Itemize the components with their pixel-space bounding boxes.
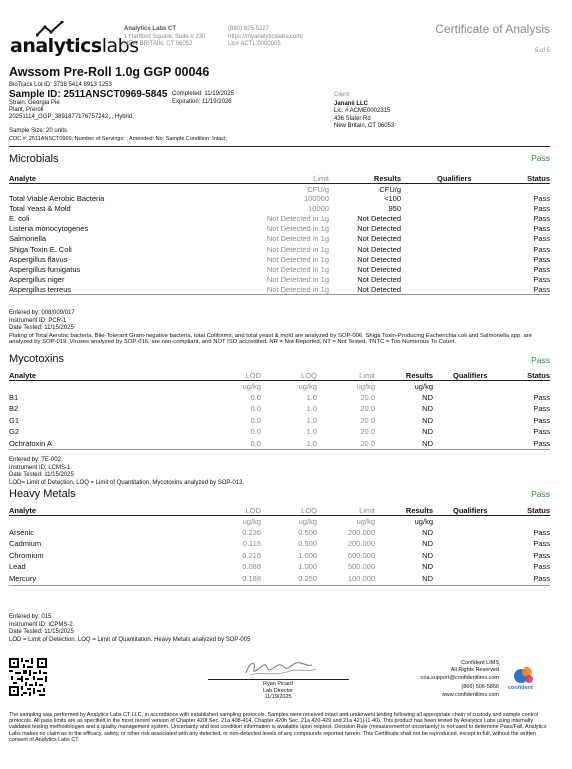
status-value: Pass bbox=[533, 427, 550, 437]
result-value: ND bbox=[422, 539, 433, 549]
col-results: Results bbox=[405, 371, 433, 380]
col-status: Status bbox=[527, 174, 550, 183]
loq-value: 1.000 bbox=[298, 562, 317, 572]
limit-value: 20.0 bbox=[360, 393, 375, 402]
biotrack-lot: BioTrack Lot ID: 3738 5414 8913 1253 bbox=[9, 82, 112, 88]
loq-value: 1.000 bbox=[298, 550, 317, 560]
microbials-notes bbox=[9, 310, 550, 346]
col-loq: LOQ bbox=[301, 371, 317, 380]
table-row bbox=[9, 404, 550, 414]
analyte-name: Mercury bbox=[9, 573, 37, 583]
table-row bbox=[9, 551, 550, 561]
col-results: Results bbox=[373, 174, 401, 183]
analyte-name: Ochratoxin A bbox=[9, 438, 52, 448]
table-row bbox=[9, 234, 550, 244]
status-value: Pass bbox=[533, 404, 550, 414]
mycotoxins-status: Pass bbox=[531, 355, 550, 365]
limit-value: 20.0 bbox=[360, 404, 375, 414]
status-value: Pass bbox=[533, 528, 550, 537]
instrument-id: Instrument ID: LCMS-1 bbox=[9, 464, 71, 471]
analyte-name: Aspergillus terreus bbox=[9, 284, 72, 294]
logo-text-labs: labs bbox=[101, 35, 139, 57]
divider bbox=[9, 449, 550, 450]
unit-results: ug/kg bbox=[414, 382, 433, 391]
col-analyte: Analyte bbox=[9, 506, 37, 515]
col-qualifiers: Qualifiers bbox=[453, 371, 488, 380]
status-value: Pass bbox=[533, 573, 550, 583]
col-limit: Limit bbox=[313, 174, 329, 183]
mycotoxins-notes bbox=[9, 457, 244, 487]
signer-role: Lab Director bbox=[263, 687, 293, 694]
analyte-name: Total Yeast & Mold bbox=[9, 204, 71, 214]
result-value: Not Detected bbox=[357, 264, 401, 274]
status-value: Pass bbox=[533, 550, 550, 560]
signature-line bbox=[208, 679, 349, 680]
col-analyte: Analyte bbox=[9, 174, 37, 183]
lod-value: 0.088 bbox=[242, 562, 261, 572]
analyte-name: Total Viable Aerobic Bacteria bbox=[9, 194, 105, 203]
analyte-name: Arsenic bbox=[9, 528, 35, 537]
page-number: 5 of 5 bbox=[534, 48, 550, 54]
limit-value: 600.000 bbox=[347, 550, 375, 560]
analyte-name: G1 bbox=[9, 415, 20, 425]
signature-image bbox=[240, 657, 320, 681]
expiration-date: Expiration: 11/19/2026 bbox=[172, 99, 232, 105]
col-lod: LOD bbox=[245, 371, 261, 380]
result-value: Not Detected bbox=[357, 274, 401, 284]
divider bbox=[9, 183, 550, 184]
entered-by: Entered by: 015 bbox=[9, 614, 52, 620]
limit-value: 100000 bbox=[303, 194, 329, 203]
date-tested: Date Tested: 11/15/2025 bbox=[9, 325, 74, 331]
lab-phone: (860) 925-5227 bbox=[228, 26, 270, 32]
signature-date: 11/19/2025 bbox=[264, 694, 292, 700]
date-tested: Date Tested: 11/15/2025 bbox=[9, 629, 74, 635]
batch-info: 20251114_GGP_3891877176757242, , Hybrid, bbox=[9, 114, 134, 120]
result-value: ND bbox=[422, 562, 433, 572]
lab-url[interactable]: https://myanalyticslabs.com/ bbox=[228, 33, 304, 40]
limit-value: 20.0 bbox=[360, 415, 375, 425]
limit-value: Not Detected in 1g bbox=[266, 214, 329, 224]
col-analyte: Analyte bbox=[9, 371, 37, 380]
client-label: Client bbox=[334, 92, 350, 98]
table-row bbox=[9, 224, 550, 234]
confident-brand: confident bbox=[508, 685, 533, 691]
lod-value: 0.216 bbox=[242, 550, 261, 560]
analyte-name: B1 bbox=[9, 393, 19, 402]
confident-phone: (866) 506-5866 bbox=[461, 683, 499, 690]
table-row bbox=[9, 427, 550, 437]
unit-lod: ug/kg bbox=[242, 382, 261, 391]
client-addr2: New Britain, CT 06053 bbox=[334, 123, 395, 129]
date-tested: Date Tested: 11/15/2025 bbox=[9, 472, 74, 478]
limit-value: 200.000 bbox=[347, 528, 375, 537]
unit-lod: ug/kg bbox=[242, 517, 261, 526]
unit-limit: CFU/g bbox=[307, 185, 329, 194]
col-limit: Limit bbox=[359, 371, 375, 380]
lab-license: Lic# ACTL.0000005 bbox=[228, 41, 281, 47]
result-value: Not Detected bbox=[357, 214, 401, 224]
method-note: Plating of Total Aerobic bacteria, Bile-Tolerant Gram-negative bacteria, total Coliforms, and total yeast & mold are analyzed by SOP-006. Shiga Toxin-Producing Escherichia coli and Salmonella spp. are analyzed by SOP-019. Viruses analyzed by SOP-016, are non-compliant, and NOT ISO accredited. NR = Not Reported, NT = Not Tested, TNTC = Too Numerous To Count. bbox=[9, 332, 533, 345]
document-title: Certificate of Analysis bbox=[435, 22, 550, 36]
logo-text-analytics: analytics bbox=[10, 35, 102, 57]
sample-id: Sample ID: 2511ANSCT0969-5845 bbox=[9, 89, 168, 100]
col-status: Status bbox=[527, 506, 550, 515]
product-name: Awssom Pre-Roll 1.0g GGP 00046 bbox=[9, 65, 210, 79]
analyte-name: Shiga Toxin E. Coli bbox=[9, 244, 72, 254]
status-value: Pass bbox=[533, 393, 550, 402]
lod-value: 0.0 bbox=[250, 438, 261, 448]
col-limit: Limit bbox=[359, 506, 375, 515]
result-value: <100 bbox=[384, 194, 401, 203]
result-value: Not Detected bbox=[357, 254, 401, 264]
result-value: Not Detected bbox=[357, 224, 401, 234]
status-value: Pass bbox=[533, 438, 550, 448]
client-addr1: 436 Slater Rd bbox=[334, 115, 371, 122]
limit-value: Not Detected in 1g bbox=[266, 274, 329, 284]
table-row bbox=[9, 416, 550, 426]
metals-status: Pass bbox=[531, 489, 550, 499]
result-value: 950 bbox=[388, 204, 401, 214]
sample-type: Plant, Preroll bbox=[9, 107, 44, 113]
result-value: ND bbox=[422, 404, 433, 414]
confident-rights: All Rights Reserved bbox=[450, 666, 499, 673]
result-value: ND bbox=[422, 438, 433, 448]
completed-date: Completed: 11/19/2025 bbox=[172, 91, 234, 97]
metals-notes bbox=[9, 614, 250, 644]
unit-limit: ug/kg bbox=[356, 517, 375, 526]
lab-name: Analytics Labs CT bbox=[124, 26, 177, 32]
lab-addr2: NEW BRITAIN, CT 06052 bbox=[124, 41, 193, 47]
signer-block bbox=[228, 681, 328, 701]
table-row bbox=[9, 245, 550, 255]
analyte-name: Chromium bbox=[9, 550, 44, 560]
status-value: Pass bbox=[533, 562, 550, 572]
result-value: ND bbox=[422, 393, 433, 402]
loq-value: 0.500 bbox=[298, 539, 317, 549]
metals-title: Heavy Metals bbox=[9, 488, 76, 500]
divider bbox=[9, 515, 550, 516]
mycotoxins-title: Mycotoxins bbox=[9, 353, 65, 365]
limit-value: 100.000 bbox=[347, 573, 375, 583]
status-value: Pass bbox=[533, 274, 550, 284]
divider bbox=[9, 585, 550, 586]
signer-name: Ryan Picard bbox=[263, 681, 293, 687]
loq-value: 1.0 bbox=[306, 415, 317, 425]
limit-value: Not Detected in 1g bbox=[266, 284, 329, 294]
analyte-name: Cadmium bbox=[9, 539, 42, 549]
table-row bbox=[9, 574, 550, 584]
status-value: Pass bbox=[533, 194, 550, 203]
client-name: Jananii LLC bbox=[334, 100, 369, 107]
limit-value: Not Detected in 1g bbox=[266, 224, 329, 234]
limit-value: 10000 bbox=[308, 204, 329, 214]
lab-address bbox=[124, 26, 205, 49]
status-value: Pass bbox=[533, 244, 550, 254]
lod-value: 0.188 bbox=[242, 573, 261, 583]
table-row bbox=[9, 275, 550, 285]
microbials-status: Pass bbox=[531, 153, 550, 163]
metals-units-row bbox=[9, 517, 550, 527]
col-results: Results bbox=[405, 506, 433, 515]
limit-value: Not Detected in 1g bbox=[266, 244, 329, 254]
col-status: Status bbox=[527, 371, 550, 380]
limit-value: Not Detected in 1g bbox=[266, 234, 329, 244]
loq-value: 1.0 bbox=[306, 427, 317, 437]
instrument-id: Instrument ID: PCR-1 bbox=[9, 317, 67, 324]
confident-logo-icon bbox=[513, 666, 535, 684]
status-value: Pass bbox=[533, 284, 550, 294]
method-note: LOD = Limit of Detection. LOQ = Limit of Quantitation. Heavy Metals analyzed by SOP-005 bbox=[9, 636, 251, 643]
analyte-name: Aspergillus niger bbox=[9, 274, 65, 284]
confident-email[interactable]: coa.support@confidentlims.com bbox=[420, 675, 499, 681]
company-logo bbox=[10, 21, 139, 61]
status-value: Pass bbox=[533, 214, 550, 224]
table-row bbox=[9, 214, 550, 224]
result-value: ND bbox=[422, 415, 433, 425]
client-block bbox=[334, 92, 394, 131]
confident-website[interactable]: www.confidentlims.com bbox=[441, 692, 499, 698]
unit-loq: ug/kg bbox=[298, 517, 317, 526]
footer-disclaimer: The sampling was performed by Analytics Labs CT LLC, in accordance with established sampling protocols. Samples were received intact and underwent testing following all appropriate chain of custody and sample control protocols. All pass limits are as specified in the most recent version of Chapter 420f Sec. 21a 408-414, Chapter 420h Sec. 21a 420-429 and 21a 421j-(1-40). This product has been tested by Analytics Labs using internally validated testing methodologies and a quality management system. Uncertainty and test condition information is available upon request. Decision Rule (measurement of uncertainty) is not used to determine Pass/Fail. Analytics Labs makes no claim as to the efficacy, safety, or other risk associated with any detected, or non-detected levels of any compounds reported herein. This Certificate shall not be reproduced, except in full, without the written consent of Analytics Labs CT. bbox=[9, 712, 547, 743]
col-loq: LOQ bbox=[301, 506, 317, 515]
result-value: Not Detected bbox=[357, 244, 401, 254]
limit-value: 500.000 bbox=[347, 562, 375, 572]
status-value: Pass bbox=[533, 539, 550, 549]
confident-name: Confident LIMS bbox=[461, 660, 499, 666]
lod-value: 0.0 bbox=[250, 415, 261, 425]
analyte-name: Listeria monocytogenes bbox=[9, 224, 89, 234]
instrument-id: Instrument ID: ICPMS-2 bbox=[9, 621, 73, 628]
analyte-name: Aspergillus fumigatus bbox=[9, 264, 81, 274]
analyte-name: E. coli bbox=[9, 214, 30, 224]
lab-contact bbox=[228, 26, 303, 49]
divider bbox=[9, 380, 550, 381]
unit-results: ug/kg bbox=[414, 517, 433, 526]
qr-code-icon[interactable] bbox=[9, 658, 47, 696]
entered-by: Entered by: TE-002 bbox=[9, 457, 61, 463]
analyte-name: G2 bbox=[9, 427, 20, 437]
result-value: ND bbox=[422, 528, 433, 537]
status-value: Pass bbox=[533, 224, 550, 234]
status-value: Pass bbox=[533, 234, 550, 244]
status-value: Pass bbox=[533, 415, 550, 425]
limit-value: Not Detected in 1g bbox=[266, 254, 329, 264]
result-value: ND bbox=[422, 573, 433, 583]
unit-results: CFU/g bbox=[379, 185, 401, 194]
col-qualifiers: Qualifiers bbox=[437, 174, 472, 183]
loq-value: 0.500 bbox=[298, 528, 317, 537]
loq-value: 1.0 bbox=[306, 404, 317, 414]
table-row bbox=[9, 265, 550, 275]
method-note: LOD= Limit of Detection, LOQ = Limit of Quantitation, Mycotoxins analyzed by SOP-013. bbox=[9, 479, 245, 486]
mycotoxins-units-row bbox=[9, 382, 550, 392]
table-row bbox=[9, 204, 550, 214]
analyte-name: Salmonella bbox=[9, 234, 47, 244]
lod-value: 0.0 bbox=[250, 427, 261, 437]
divider bbox=[9, 146, 550, 147]
unit-loq: ug/kg bbox=[298, 382, 317, 391]
table-row bbox=[9, 255, 550, 265]
result-value: Not Detected bbox=[357, 234, 401, 244]
confident-contact bbox=[400, 660, 499, 699]
client-license: Lic. # ACME0002315 bbox=[334, 108, 391, 114]
limit-value: 20.0 bbox=[360, 427, 375, 437]
table-row bbox=[9, 439, 550, 449]
col-lod: LOD bbox=[245, 506, 261, 515]
loq-value: 1.0 bbox=[306, 438, 317, 448]
lod-value: 0.115 bbox=[242, 539, 261, 549]
loq-value: 1.0 bbox=[306, 393, 317, 402]
loq-value: 0.250 bbox=[298, 573, 317, 583]
table-row bbox=[9, 194, 550, 204]
coc-info: COC #: 2511ANSCT0969; Number of Servings: ; Amended: No; Sample Condition: Intact; bbox=[9, 136, 228, 142]
status-value: Pass bbox=[533, 204, 550, 214]
unit-limit: ug/kg bbox=[356, 382, 375, 391]
sample-size: Sample Size: 20 units bbox=[9, 128, 68, 134]
analyte-name: B2 bbox=[9, 404, 19, 414]
strain: Strain: Georgia Pie bbox=[9, 100, 60, 106]
result-value: Not Detected bbox=[357, 284, 401, 294]
lod-value: 0.0 bbox=[250, 393, 261, 402]
col-qualifiers: Qualifiers bbox=[453, 506, 488, 515]
status-value: Pass bbox=[533, 264, 550, 274]
table-row bbox=[9, 562, 550, 572]
result-value: ND bbox=[422, 427, 433, 437]
lod-value: 0.236 bbox=[242, 528, 261, 537]
limit-value: 200.000 bbox=[347, 539, 375, 549]
microbials-title: Microbials bbox=[9, 153, 59, 165]
table-row bbox=[9, 393, 550, 403]
analyte-name: Aspergillus flavus bbox=[9, 254, 68, 264]
divider bbox=[9, 294, 550, 295]
limit-value: Not Detected in 1g bbox=[266, 264, 329, 274]
analyte-name: Lead bbox=[9, 562, 26, 572]
table-row bbox=[9, 528, 550, 538]
lod-value: 0.0 bbox=[250, 404, 261, 414]
table-row bbox=[9, 539, 550, 549]
status-value: Pass bbox=[533, 254, 550, 264]
result-value: ND bbox=[422, 550, 433, 560]
lab-addr1: 1 Hartford Square, Suite # 230 bbox=[124, 33, 206, 40]
limit-value: 20.0 bbox=[360, 438, 375, 448]
entered-by: Entered by: 008/009/017 bbox=[9, 310, 75, 316]
